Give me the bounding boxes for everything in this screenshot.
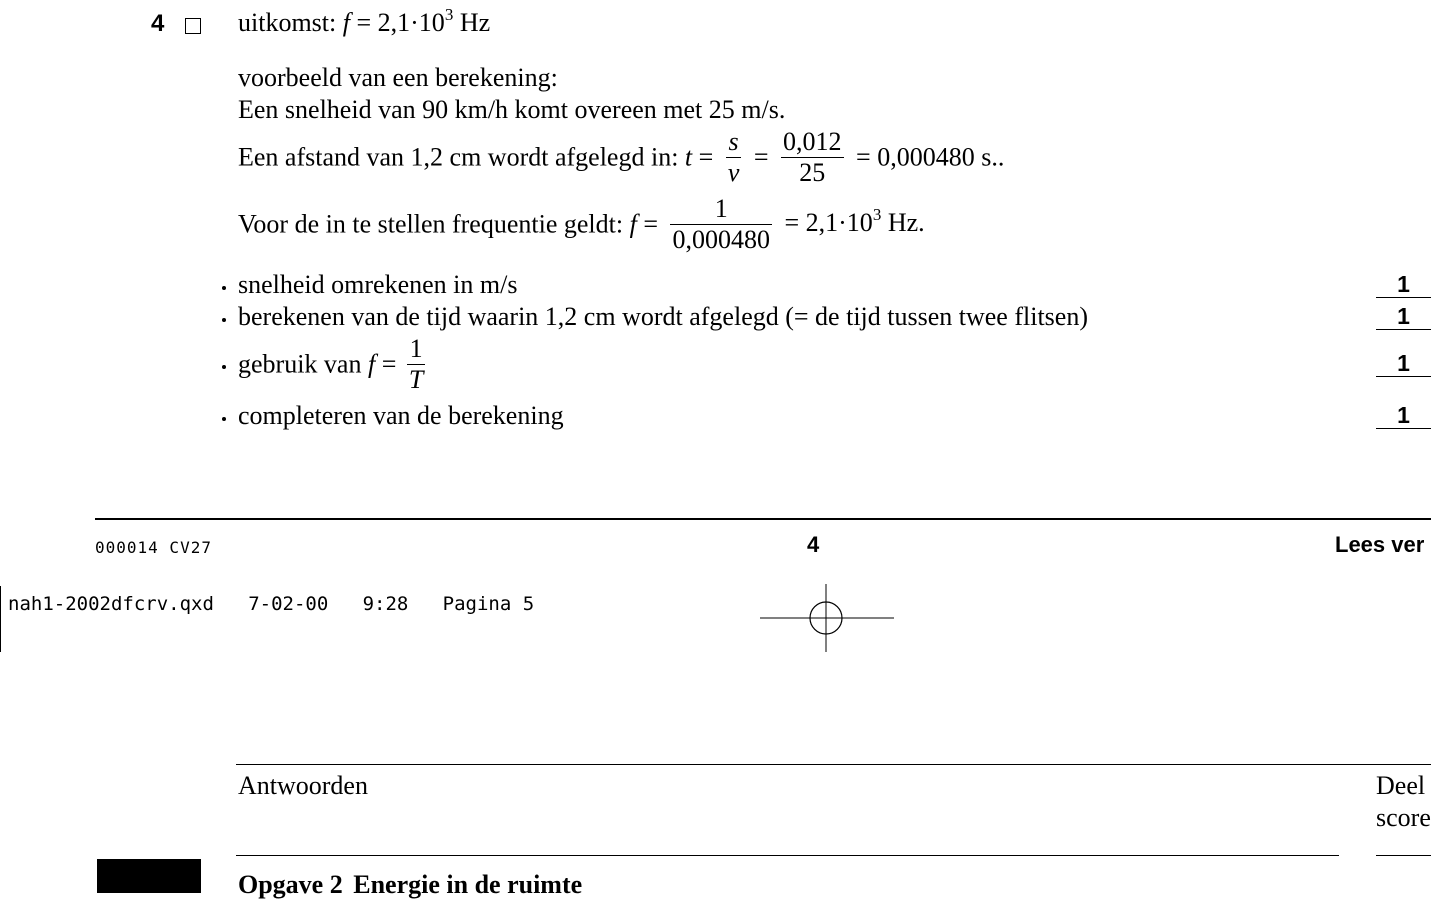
bullet-icon: [222, 365, 226, 369]
fraction-distance-over-speed: [781, 127, 844, 188]
column-answers: Antwoorden: [238, 771, 368, 800]
criterion-eq: =: [381, 349, 397, 379]
frac-num: 1: [670, 194, 772, 225]
result-prefix: uitkomst:: [238, 8, 337, 37]
frac-den: T: [408, 365, 424, 394]
criterion-text: completeren van de berekening: [238, 401, 564, 430]
result-line: [238, 5, 491, 41]
line3-var: f: [629, 209, 637, 239]
registration-mark-icon: [760, 584, 894, 652]
criterion-text: snelheid omrekenen in m/s: [238, 270, 518, 299]
criterion-score: 1: [1376, 350, 1431, 377]
frac-num: 1: [407, 334, 425, 365]
footer-rule: [95, 518, 1431, 520]
footer-continue: Lees ver: [1335, 532, 1425, 557]
score-column-rule: [1376, 855, 1431, 856]
table-header-rule: [236, 764, 1431, 765]
result-exp: 3: [444, 5, 454, 24]
line3-prefix: Voor de in te stellen frequentie geldt:: [238, 209, 624, 239]
footer-code: 000014 CV27: [95, 538, 212, 557]
line2-eq2: =: [753, 142, 769, 172]
example-line1: Een snelheid van 90 km/h komt overeen met 25 m/s.: [238, 95, 786, 124]
result-unit: Hz: [459, 8, 491, 37]
section-heading: [238, 870, 582, 900]
result-value: = 2,1·10: [356, 8, 445, 37]
line3-eq: =: [643, 209, 658, 239]
line2-eq1: =: [698, 142, 714, 172]
section-title: Energie in de ruimte: [353, 870, 583, 899]
criterion-text: [238, 334, 431, 395]
criterion-text: berekenen van de tijd waarin 1,2 cm wordt afgelegd (= de tijd tussen twee flitsen): [238, 302, 1088, 331]
crop-mark-vertical: [0, 586, 1, 652]
column-score-line2: score: [1376, 803, 1431, 832]
line3-unit: Hz.: [887, 208, 925, 237]
footer-page-number: 4: [807, 532, 820, 557]
example-line3: [238, 194, 925, 255]
line3-result: = 2,1·10: [784, 208, 873, 237]
frac-den: 0,000480: [672, 225, 770, 254]
line3-exp: 3: [872, 205, 882, 224]
criterion-prefix: gebruik van: [238, 349, 362, 379]
print-slug: nah1-2002dfcrv.qxd 7-02-00 9:28 Pagina 5: [8, 593, 535, 615]
line3-result-group: [784, 205, 925, 237]
criterion-score: 1: [1376, 271, 1431, 298]
section-marker-bar: [97, 859, 201, 893]
example-line2: [238, 127, 1004, 188]
frac-den: 25: [799, 158, 826, 187]
example-heading: voorbeeld van een berekening:: [238, 63, 558, 92]
column-score-line1: Deel: [1376, 771, 1426, 800]
frac-den: v: [727, 158, 740, 187]
criterion-score: 1: [1376, 303, 1431, 330]
frac-num: 0,012: [783, 127, 842, 156]
checkbox-icon: [185, 18, 201, 34]
line2-result: = 0,000480 s..: [856, 142, 1005, 172]
table-body-rule: [236, 855, 1339, 856]
frac-num: s: [726, 127, 742, 158]
result-var: f: [342, 8, 350, 37]
bullet-icon: [222, 286, 226, 290]
line2-prefix: Een afstand van 1,2 cm wordt afgelegd in:: [238, 142, 679, 172]
criterion-score: 1: [1376, 402, 1431, 429]
line2-var: t: [684, 142, 693, 172]
section-label: Opgave 2: [238, 870, 343, 899]
criterion-var: f: [367, 349, 376, 379]
fraction-one-over-period: [670, 194, 772, 255]
fraction-one-over-T: [407, 334, 425, 395]
bullet-icon: [222, 318, 226, 322]
bullet-icon: [222, 417, 226, 421]
fraction-s-over-v: [726, 127, 742, 188]
question-number: 4: [151, 10, 165, 37]
